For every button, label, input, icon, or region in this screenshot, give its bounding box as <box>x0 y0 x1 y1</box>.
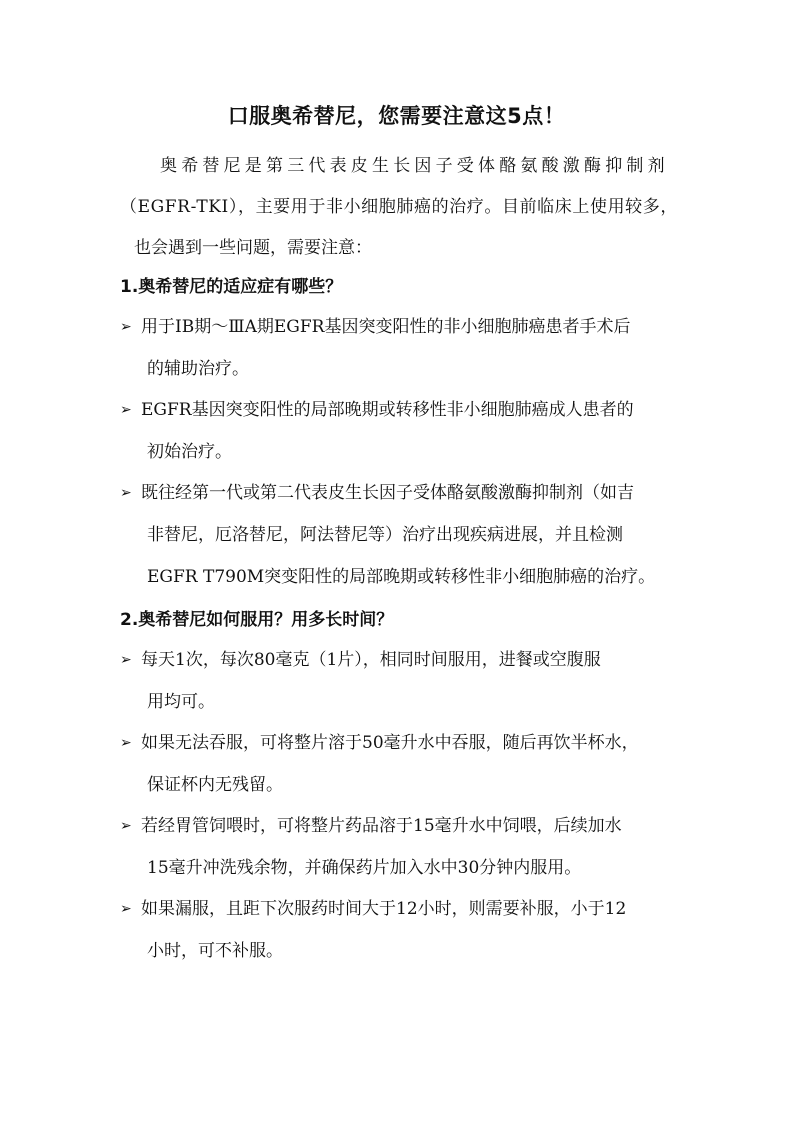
list-item-text: 非替尼，厄洛替尼，阿法替尼等）治疗出现疾病进展，并且检测 <box>147 525 623 545</box>
arrow-bullet-icon: ➢ <box>120 735 132 751</box>
list-item-text: 既往经第一代或第二代表皮生长因子受体酪氨酸激酶抑制剂（如吉 <box>141 483 634 503</box>
list-item-text: 如果漏服，且距下次服药时间大于12小时，则需要补服，小于12 <box>141 899 627 919</box>
intro-paragraph <box>120 146 680 269</box>
list-item-text: 如果无法吞服，可将整片溶于50毫升水中吞服，随后再饮半杯水， <box>141 733 639 753</box>
list-item-text: 15毫升冲洗残余物，并确保药片加入水中30分钟内服用。 <box>147 858 582 878</box>
intro-line: 奥希替尼是第三代表皮生长因子受体酪氨酸激酶抑制剂 <box>160 156 669 176</box>
list-item-text: 的辅助治疗。 <box>147 359 249 379</box>
section-heading-dosage: 2.奥希替尼如何服用？用多长时间？ <box>120 610 394 630</box>
list-item-text: 用于ⅠB期～ⅢA期EGFR基因突变阳性的非小细胞肺癌患者手术后 <box>141 317 631 337</box>
list-item-text: 保证杯内无残留。 <box>147 775 283 795</box>
list-item <box>120 472 680 598</box>
list-item <box>120 805 680 889</box>
list-item-text: 小时，可不补服。 <box>147 941 283 961</box>
intro-line: （EGFR-TKI），主要用于非小细胞肺癌的治疗。目前临床上使用较多， <box>120 197 678 217</box>
section-heading-indications: 1.奥希替尼的适应症有哪些？ <box>120 277 343 297</box>
intro-line: 也会遇到一些问题，需要注意： <box>134 238 372 258</box>
list-item-text: EGFR T790M突变阳性的局部晚期或转移性非小细胞肺癌的治疗。 <box>147 567 656 587</box>
list-item-text: EGFR基因突变阳性的局部晚期或转移性非小细胞肺癌成人患者的 <box>141 400 634 420</box>
arrow-bullet-icon: ➢ <box>120 652 132 668</box>
list-item <box>120 888 680 972</box>
arrow-bullet-icon: ➢ <box>120 485 132 501</box>
list-item-text: 每天1次，每次80毫克（1片），相同时间服用，进餐或空腹服 <box>141 650 601 670</box>
arrow-bullet-icon: ➢ <box>120 319 132 335</box>
page-title: 口服奥希替尼，您需要注意这5点！ <box>227 104 566 128</box>
list-item-text: 初始治疗。 <box>147 442 232 462</box>
arrow-bullet-icon: ➢ <box>120 818 132 834</box>
arrow-bullet-icon: ➢ <box>120 402 132 418</box>
list-item-text: 若经胃管饲喂时，可将整片药品溶于15毫升水中饲喂，后续加水 <box>141 816 622 836</box>
list-item <box>120 639 680 723</box>
list-item <box>120 389 680 473</box>
list-item <box>120 306 680 390</box>
list-item-text: 用均可。 <box>147 692 215 712</box>
list-item <box>120 722 680 806</box>
arrow-bullet-icon: ➢ <box>120 901 132 917</box>
